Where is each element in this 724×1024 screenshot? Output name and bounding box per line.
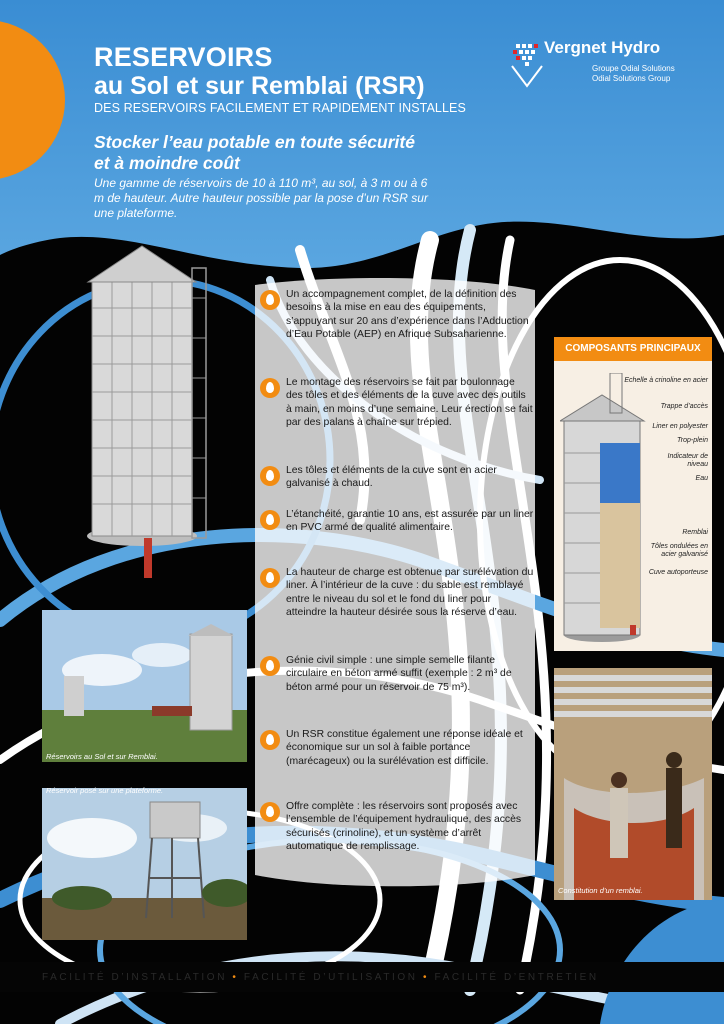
water-drop-icon <box>260 656 280 676</box>
subheading-line1: Stocker l’eau potable en toute sécurité <box>94 132 415 152</box>
water-drop-icon <box>260 802 280 822</box>
reservoir-cutaway-diagram <box>560 373 650 645</box>
footer-item-entretien: FACILITÉ D’ENTRETIEN <box>434 972 599 983</box>
photo-backfill <box>554 668 712 900</box>
water-drop-icon <box>260 378 280 398</box>
water-drop-icon <box>260 466 280 486</box>
subheading-line2: et à moindre coût <box>94 153 240 173</box>
water-drop-icon <box>260 510 280 530</box>
page-title-line1: RESERVOIRS <box>94 42 273 72</box>
logo-name: Vergnet Hydro <box>544 38 661 57</box>
footer-item-installation: FACILITÉ D’INSTALLATION <box>42 972 228 983</box>
water-drop-icon <box>260 730 280 750</box>
components-title: COMPOSANTS PRINCIPAUX <box>554 337 712 361</box>
components-panel: COMPOSANTS PRINCIPAUX Echelle à crinoline en acier Trappe d’accès Liner en polyester Trop-plein Indicateur de niveau Eau Remblai Tôles ondulées en acier galvanisé Cuve autoporteuse <box>554 337 712 651</box>
water-drop-icon <box>260 290 280 310</box>
company-logo <box>510 38 690 98</box>
photo-reservoirs-field <box>42 610 247 762</box>
reservoir-illustration <box>82 238 217 588</box>
logo-subtitle-1: Groupe Odial Solutions <box>592 64 675 73</box>
intro-text: Une gamme de réservoirs de 10 à 110 m³, au sol, à 3 m ou à 6 m de hauteur. Autre hauteur possible par la pose d’un RSR sur une plateforme. <box>94 176 428 220</box>
water-drop-icon <box>260 568 280 588</box>
photo-reservoir-platform <box>42 788 247 940</box>
caption-photo2: Réservoir posé sur une plateforme. <box>46 786 164 795</box>
page-title-line2: au Sol et sur Remblai (RSR) <box>94 72 425 100</box>
logo-subtitle-2: Odial Solutions Group <box>592 74 671 83</box>
footer-separator: • <box>232 972 239 983</box>
caption-photo3: Constitution d’un remblai. <box>558 886 643 895</box>
subheading <box>94 132 474 174</box>
logo-mark-icon <box>510 40 544 90</box>
footer-tagline <box>42 972 602 983</box>
footer-separator: • <box>423 972 430 983</box>
caption-photo1: Réservoirs au Sol et sur Remblai. <box>46 752 158 761</box>
page-tagline: DES RESERVOIRS FACILEMENT ET RAPIDEMENT INSTALLES <box>94 101 466 115</box>
footer-item-utilisation: FACILITÉ D’UTILISATION <box>243 972 418 983</box>
brochure-page: RESERVOIRS au Sol et sur Remblai (RSR) DES RESERVOIRS FACILEMENT ET RAPIDEMENT INSTALLES Vergnet Hydro Groupe Odial Solutions Odial Solutions Group Stocker l’eau potable en toute sécurité et à moindre coût Une gamme de réservoirs de 10 à 110 m³, au sol, à 3 m ou à 6 m de hauteur. Autre hauteur possible par la pose d’un RSR sur une plateforme. Un accompagnement complet, de la définition des besoins à la mise en eau des équipements, s’appuyant sur 20 ans d’expérience dans l’Adduction d’Eau Potable (AEP) en Afrique Subsaharienne. Le montage des réservoirs se fait par boulonnage des tôles et des éléments de la cuve avec des outils à main, en moins d’une semaine. Leur érection se fait par des palans à chaîne sur trépied. Les tôles et éléments de la cuve sont en acier galvanisé à chaud. L’étanchéité, garantie 10 ans, est assurée par un liner en PVC armé de qualité alimentaire. La hauteur de charge est obtenue par surélévation du liner. À l’intérieur de la cuve : du sable est remblayé entre le niveau du sol et le fond du liner pour atteindre la hauteur désirée sous la réserve d’eau. Génie civil simple : une simple semelle filante circulaire en béton armé suffit (exemple : 2 m³ de béton armé pour un réservoir de 75 m³). Un RSR constitue également une réponse idéale et économique sur un sol à faible portance (marécageux) ou la surélévation est difficile. Offre complète : les réservoirs sont proposés avec l’ensemble de l’équipement hydraulique, des accès sécurisés (crinoline), et un système d’arrêt automatique de remplissage. COMPOSANTS PRINCIPAUX Echelle à crinoline en acier Trappe d’accès Liner en polyester Trop-plein Indicateur de niveau Eau Remblai Tôles ondulées en acier galvanisé Cuve autoporteuse Réservoirs au Sol et sur Remblai. Réservoir posé sur une plateforme. Constitution d’un remblai. FACILITÉ D’INSTALLATION • FACILITÉ D’UTILISATION • FACILITÉ D’ENTRETIEN <box>0 0 724 1024</box>
